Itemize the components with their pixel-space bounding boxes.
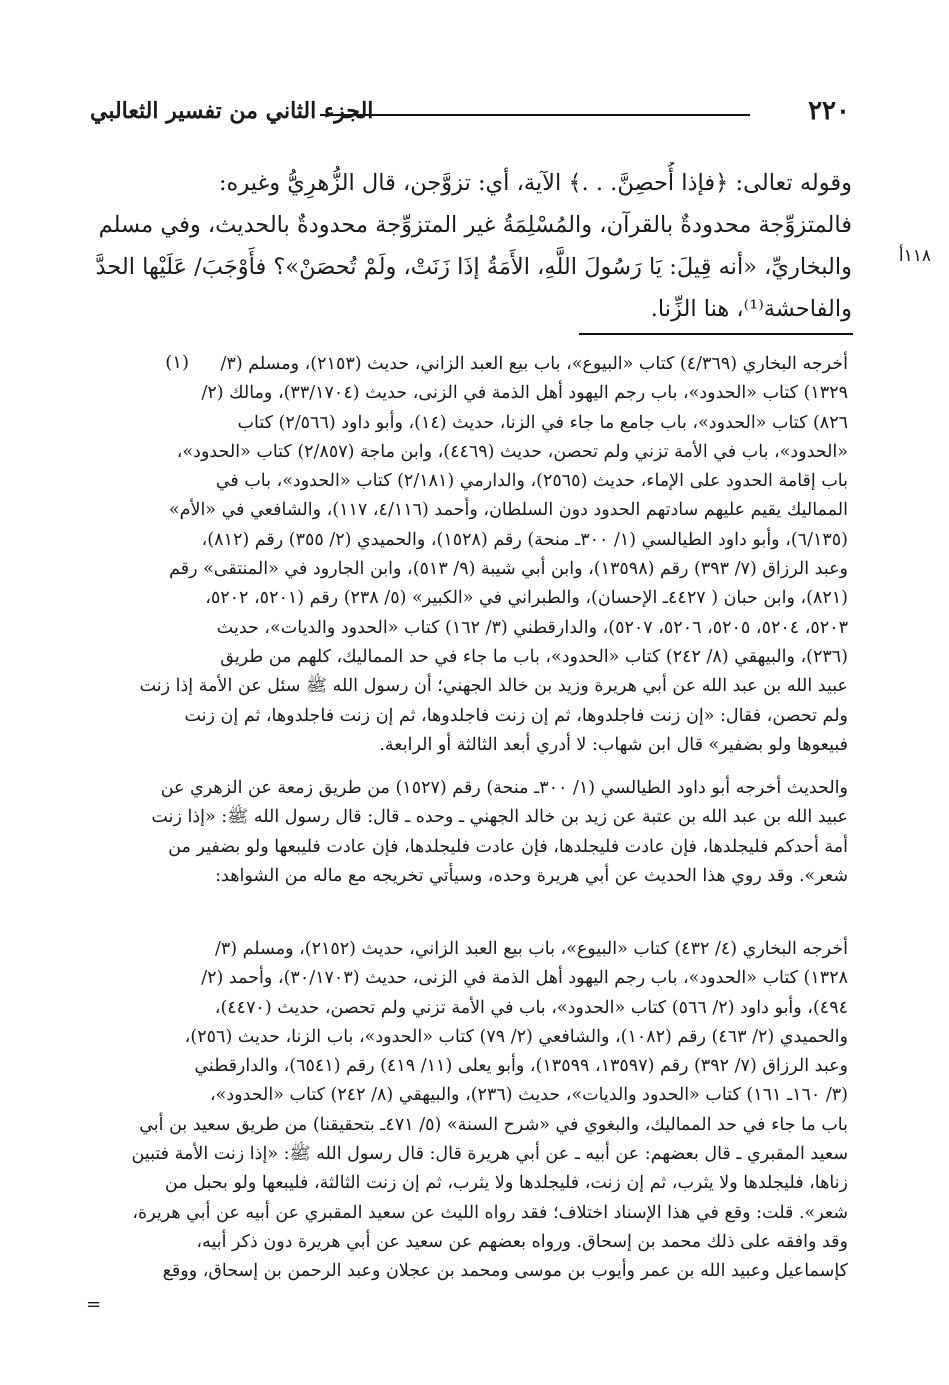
footnote-line: باب إقامة الحدود على الإماء، حديث (٢٥٦٥)، والدارمي (٢/١٨١) كتاب «الحدود»، باب في [215, 471, 848, 492]
footnote-separator [579, 333, 853, 335]
footnote-paragraph-1 [88, 350, 848, 760]
footnote-line: ولم تحصن، فقال: «إن زنت فاجلدوها، ثم إن زنت فاجلدوها، ثم إن زنت فاجلدوها، ثم إن زنت [184, 705, 848, 726]
footnote-line: (٦/١٣٥)، وأبو داود الطيالسي (١/ ٣٠٠ـ منحة) رقم (١٥٢٨)، والحميدي (٢/ ٣٥٥) رقم (٨١٢)، [201, 529, 848, 550]
footnote-line: فبيعوها ولو بضفير» قال ابن شهاب: لا أدري أبعد الثالثة أو الرابعة. [379, 734, 848, 755]
footnote-line: عبيد الله بن عبد الله عن أبي هريرة وزيد بن خالد الجهني؛ أن رسول الله ﷺ سئل عن الأمة إذا زنت [139, 676, 848, 697]
main-line: والفاحشة⁽¹⁾، هنا الزِّنا. [650, 296, 852, 322]
footnote-paragraph-2 [88, 774, 848, 891]
footnote-line: وعبد الرزاق (٧/ ٣٩٢) رقم (١٣٥٩٧، ١٣٥٩٩)، وأبو يعلى (١١/ ٤١٩) رقم (٦٥٤١)، والدارقطني [194, 1056, 848, 1077]
footnote-line: كإسماعيل وعبيد الله بن عمر وأيوب بن موسى ومحمد بن عجلان وعبد الرحمن بن إسحاق، ووقع [162, 1261, 848, 1282]
footnote-line: ١٣٢٩) كتاب «الحدود»، باب رجم اليهود أهل الذمة في الزنى، حديث (٣٣/١٧٠٤)، ومالك (٢/ [201, 383, 848, 404]
footnote-line: «الحدود»، باب في الأمة تزني ولم تحصن، حديث (٤٤٦٩)، وابن ماجة (٢/٨٥٧) كتاب «الحدود»، [176, 441, 848, 462]
footnote-line: شعر». وقد روي هذا الحديث عن أبي هريرة وحده، وسيأتي تخريجه مع ماله من الشواهد: [215, 865, 848, 886]
footnote-number: (١) [165, 352, 189, 373]
footnote-line: (٢٣٦)، والبيهقي (٨/ ٢٤٢) كتاب «الحدود»، باب ما جاء في حد المماليك، كلهم من طريق [220, 646, 848, 667]
footnote-paragraph-3 [88, 935, 848, 1287]
book-title: الجزء الثاني من تفسير الثعالبي [90, 98, 374, 124]
footnote-line: والحديث أخرجه أبو داود الطيالسي (١/ ٣٠٠ـ منحة) رقم (١٥٢٧) من طريق زمعة عن الزهري عن [160, 778, 848, 798]
footnote-line: زناها، فليجلدها ولا يثرب، ثم إن زنت، فليجلدها ولا يثرب، ثم إن زنت الثالثة، فليبعها ولو بحبل من [164, 1173, 848, 1194]
footnote-line: ٨٢٦) كتاب «الحدود»، باب جامع ما جاء في الزنا، حديث (١٤)، وأبو داود (٢/٥٦٦) كتاب [237, 412, 848, 433]
footnote-line: أخرجه البخاري (٤/ ٤٣٢) كتاب «البيوع»، باب بيع العبد الزاني، حديث (٢١٥٢)، ومسلم (٣/ [214, 939, 848, 959]
main-line: وقوله تعالى: ﴿فإذا أُحصِنَّ. . .﴾ الآية، أي: تزوَّجن، قال الزُّهرِيُّ وغيره: [218, 170, 852, 196]
footnote-line: (٣/ ١٦٠ـ ١٦١) كتاب «الحدود والديات»، حديث (٢٣٦)، والبيهقي (٨/ ٢٤٢) كتاب «الحدود»، [209, 1085, 848, 1106]
margin-folio-note: ١١٨أ [898, 246, 931, 266]
footnote-line: شعر». قلت: وقع في هذا الإسناد اختلاف؛ فقد رواه الليث عن سعيد المقبري عن أبيه عن أبي هريرة، [132, 1202, 848, 1223]
page-number: ٢٢٠ [808, 96, 850, 126]
footnote-line: ٤٩٤)، وأبو داود (٢/ ٥٦٦) كتاب «الحدود»، باب في الأمة تزني ولم تحصن، حديث (٤٤٧٠)، [214, 997, 848, 1018]
header-rule [320, 114, 750, 116]
footnote-line: أخرجه البخاري (٤/٣٦٩) كتاب «البيوع»، باب بيع العبد الزاني، حديث (٢١٥٣)، ومسلم (٣/ [220, 354, 848, 374]
footnote-line: عبيد الله بن عبد الله بن عتبة عن زيد بن خالد الجهني ـ وحده ـ قال: قال رسول الله ﷺ: «إذا زنت [151, 807, 848, 828]
footnote-line: ٥٢٠٣، ٥٢٠٤، ٥٢٠٥، ٥٢٠٦، ٥٢٠٧)، والدارقطني (٣/ ١٦٢) كتاب «الحدود والديات»، حديث [216, 617, 848, 638]
continuation-mark: = [86, 1294, 102, 1315]
footnote-line: باب ما جاء في حد المماليك، والبغوي في «شرح السنة» (٥/ ٤٧١ـ بتحقيقنا) من طريق سعيد بن أبي [139, 1114, 848, 1135]
footnote-line: سعيد المقبري ـ قال بعضهم: عن أبيه ـ عن أبي هريرة قال: قال رسول الله ﷺ: «إذا زنت الأمة فتبين [131, 1144, 848, 1165]
footnote-line: ١٣٢٨) كتاب «الحدود»، باب رجم اليهود أهل الذمة في الزنى، حديث (٣٠/١٧٠٣)، وأحمد (٢/ [201, 968, 848, 989]
footnote-line: (٨٢١)، وابن حبان ( ٤٤٢٧ـ الإحسان)، والطبراني في «الكبير» (٥/ ٢٣٨) رقم (٥٢٠١، ٥٢٠٢، [205, 588, 848, 609]
page-header [90, 96, 850, 136]
footnote-line: أمة أحدكم فليجلدها، فإن عادت فليجلدها، فإن عادت فليجلدها، فإن عادت فليبعها ولو بضفير من [168, 836, 848, 857]
footnote-line: والحميدي (٢/ ٤٦٣) رقم (١٠٨٢)، والشافعي (٢/ ٧٩) كتاب «الحدود»، باب الزنا، حديث (٢٥٦)، [184, 1026, 848, 1047]
footnote-line: وقد وافقه على ذلك محمد بن إسحاق. ورواه بعضهم عن سعيد عن أبي هريرة دون ذكر أبيه، [196, 1231, 848, 1252]
main-line: فالمتزوِّجة محدودةٌ بالقرآن، والمُسْلِمَةُ غير المتزوِّجة محدودةٌ بالحديث، وفي مسلم [98, 212, 852, 238]
footnote-line: وعبد الرزاق (٧/ ٣٩٣) رقم (١٣٥٩٨)، وابن أبي شيبة (٩/ ٥١٣)، وابن الجارود في «المنتقى» رقم [169, 559, 848, 580]
main-line: والبخاريِّ، «أنه قِيلَ: يَا رَسُولَ اللَّهِ، الأَمَةُ إذَا زَنَتْ، ولَمْ تُحصَنْ»؟ فأَوْجَبَ/ عَلَيْها الحدَّ [95, 254, 852, 280]
main-text [88, 162, 852, 330]
footnote-line: المماليك يقيم عليهم سادتهم الحدود دون السلطان، وأحمد (٤/١١٦، ١١٧)، والشافعي في «الأم» [168, 500, 848, 521]
